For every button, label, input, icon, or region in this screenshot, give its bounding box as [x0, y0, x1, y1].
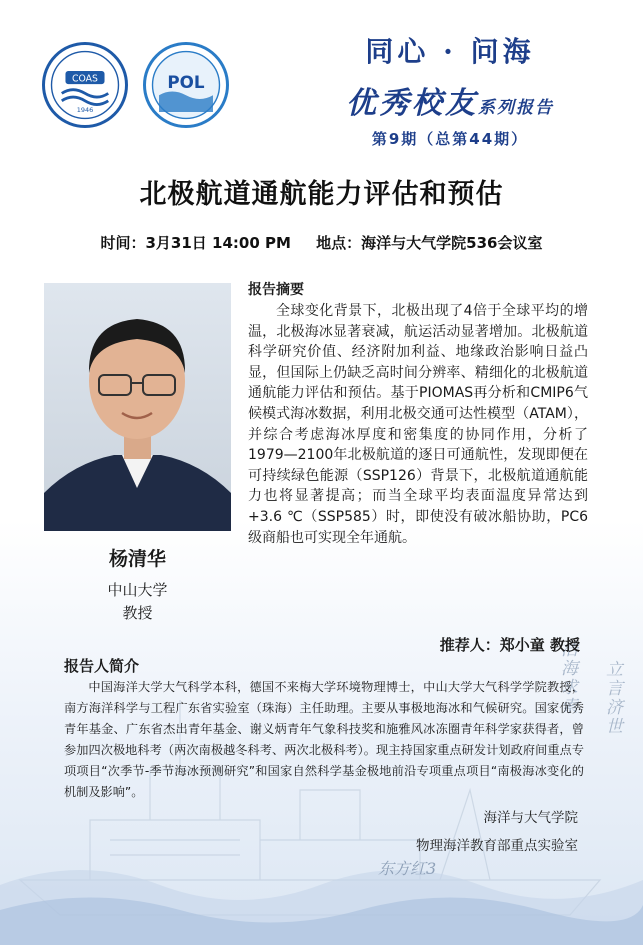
talk-location: 地点：海洋与大气学院536会议室 — [316, 234, 543, 252]
bio-heading: 报告人简介 — [64, 657, 140, 675]
coas-logo — [42, 42, 128, 128]
series-name — [300, 78, 600, 122]
pol-logo — [143, 42, 229, 128]
speaker-photo — [44, 283, 231, 531]
series-name-suffix: 系列报告 — [478, 98, 554, 118]
coas-logo-text: COAS — [72, 73, 98, 85]
series-issue: 第9期（总第44期） — [371, 130, 529, 148]
calligraphy-motto-2: 立言济世 — [602, 660, 622, 736]
recommender: 推荐人：郑小童 教授 — [439, 636, 580, 654]
series-header — [300, 30, 600, 149]
ship-name: 东方红3 — [378, 859, 437, 878]
abstract-text: 全球变化背景下，北极出现了4倍于全球平均的增温，北极海冰显著衰减，航运活动显著增加。北极航道科学研究价值、经济附加利益、地缘政治影响日益凸显，但国际上仍缺乏高时间分辨率、精细化的北极航道通航能力评估和预估。基于PIOMAS再分析和CMIP6气候模式海冰数据，利用北极交通可达性模型（ATAM），并综合考虑海冰厚度和密集度的协同作用，分析了1979—2100年北极航道的逐日可通航性，发现即便在可持续绿色能源（SSP126）背景下，北极航道通航能力也将显著提高；而当全球平均表面温度异常达到+3.6 ℃（SSP585）时，即使没有破冰船协助，PC6级商船也可实现全年通航。 — [248, 303, 588, 546]
abstract-heading: 报告摘要 — [248, 282, 304, 298]
pol-logo-text: POL — [167, 71, 205, 92]
bio-text: 中国海洋大学大气科学本科，德国不来梅大学环境物理博士，中山大学大气科学学院教授，南方海洋科学与工程广东省实验室（珠海）主任助理。主要从事极地海冰和气候研究。国家优秀青年基金、广东省杰出青年基金、谢义炳青年气象科技奖和施雅风冰冻圈青年科学家获得者，曾参加四次极地科考（两次南极越冬科考、两次北极科考）。现主持国家重点研发计划政府间重点专项项目“次季节-季节海冰预测研究”和国家自然科学基金极地前沿专项重点项目“南极海冰变化的机制及影响”。 — [64, 680, 584, 799]
series-slogan: 同心 · 问海 — [365, 35, 535, 68]
talk-time: 时间：3月31日 14:00 PM — [100, 234, 291, 252]
organizer-lab: 物理海洋教育部重点实验室 — [416, 838, 578, 854]
calligraphy-motto-1: 浩海求索 — [557, 640, 577, 716]
time-location — [0, 232, 643, 253]
talk-title: 北极航道通航能力评估和预估 — [139, 179, 504, 210]
speaker-affiliation: 中山大学 — [107, 581, 168, 599]
speaker-name: 杨清华 — [108, 548, 166, 570]
coas-logo-year: 1946 — [76, 105, 94, 114]
speaker-position: 教授 — [122, 604, 153, 622]
series-name-main: 优秀校友 — [346, 86, 478, 121]
organizer-school: 海洋与大气学院 — [483, 810, 578, 826]
